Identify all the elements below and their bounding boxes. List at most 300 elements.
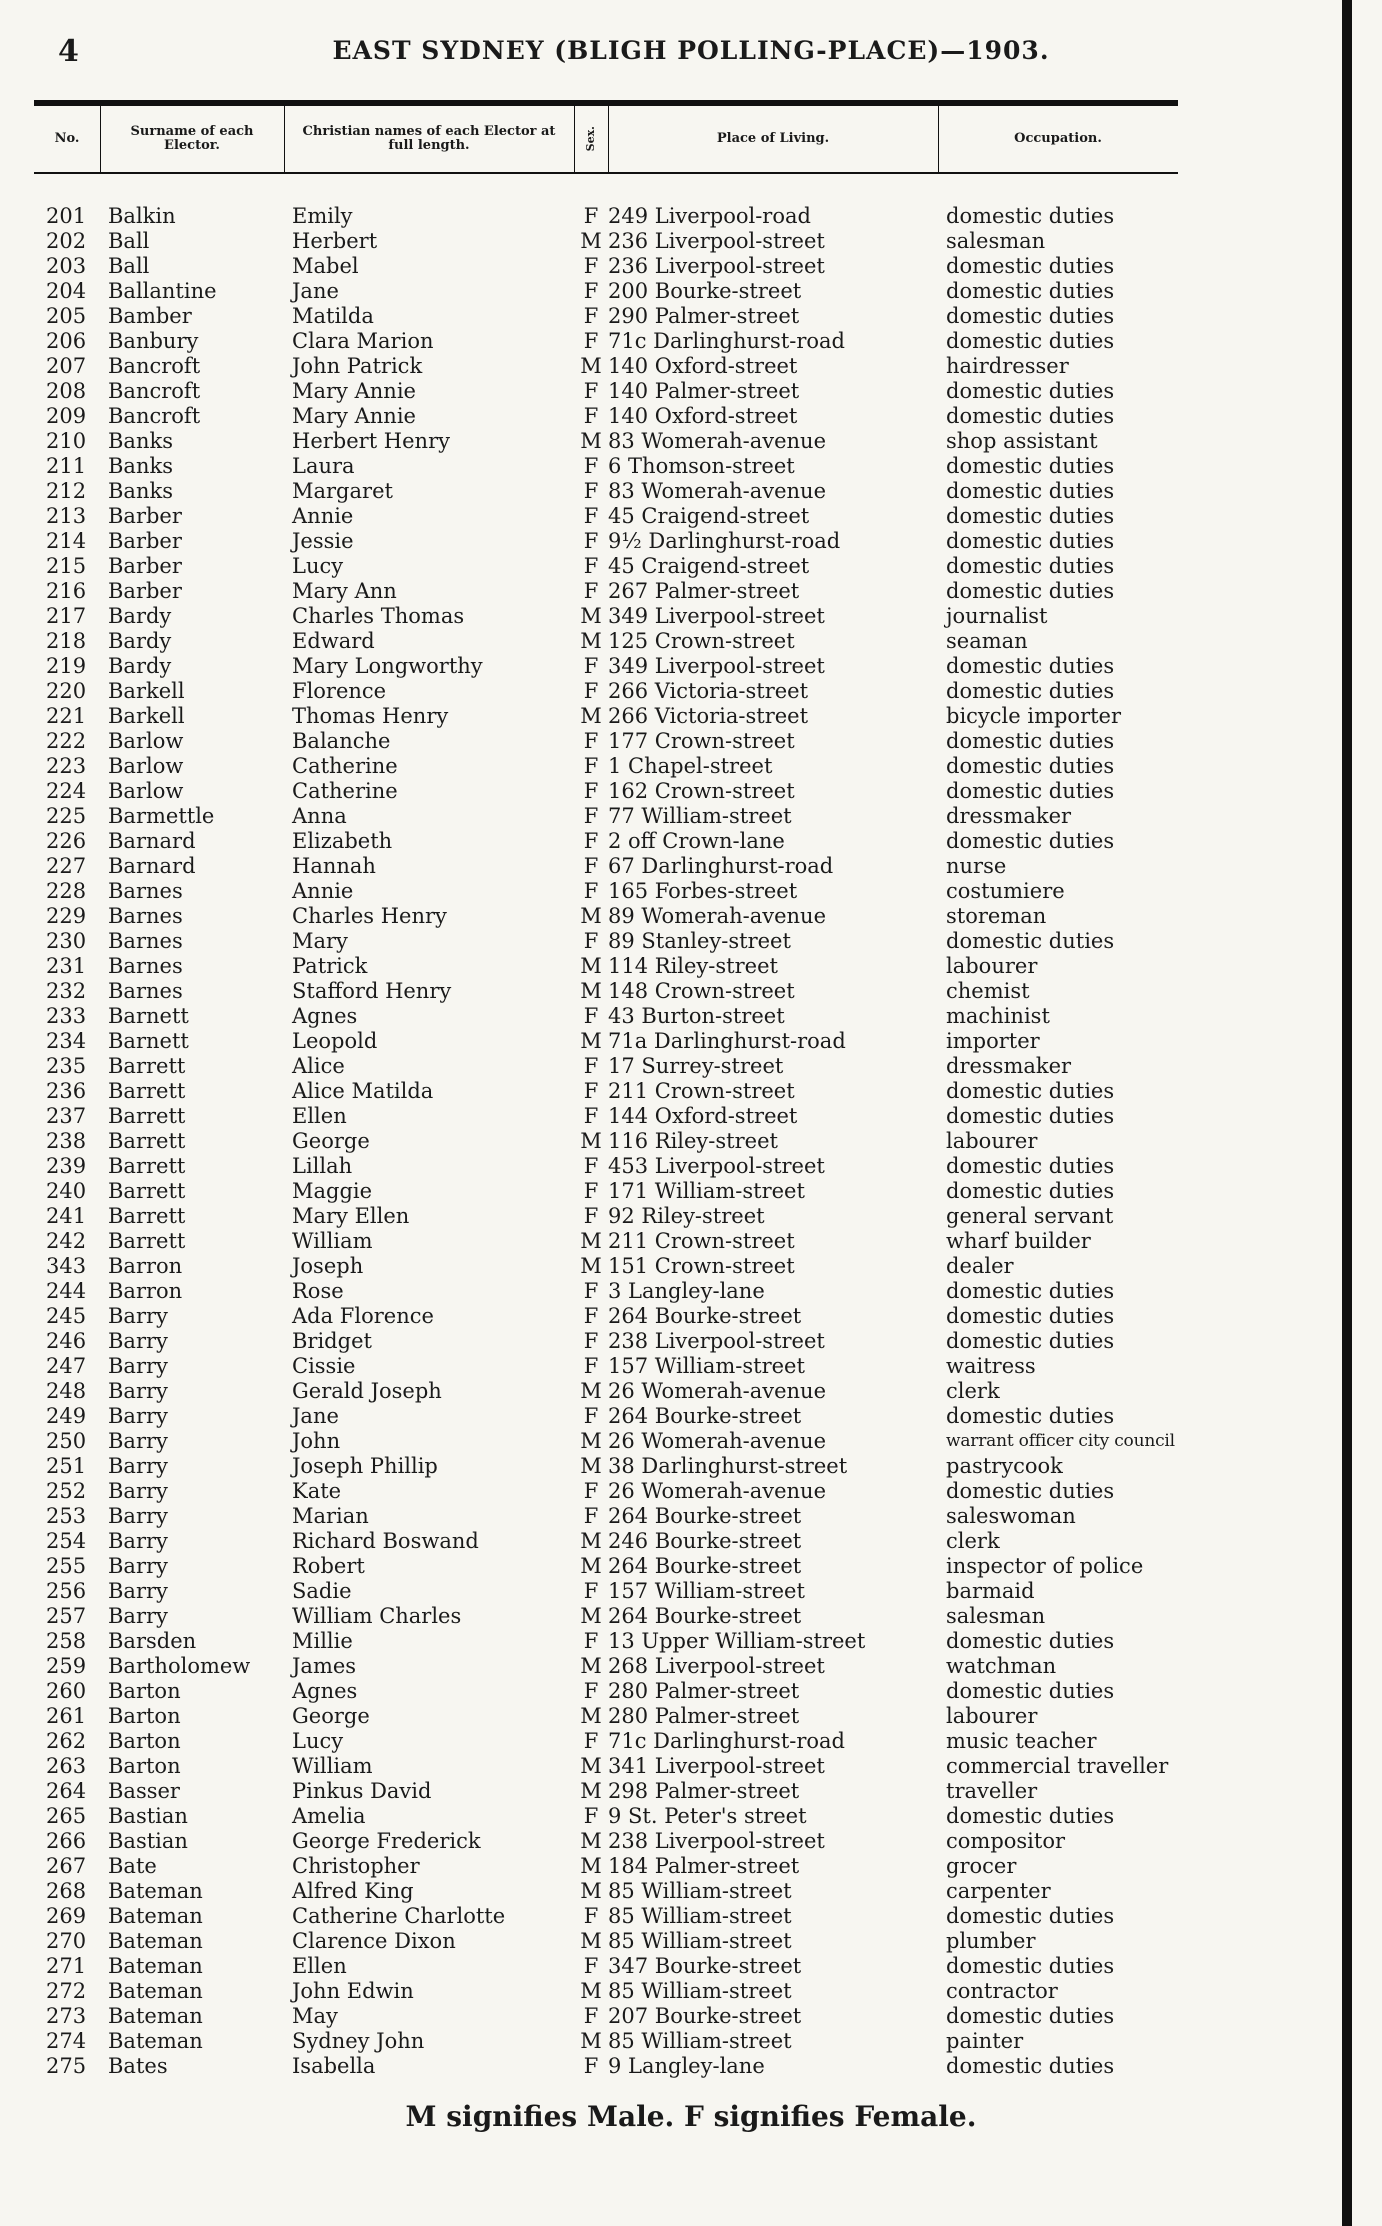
table-row	[34, 1504, 1178, 1529]
elector-occupation: journalist	[946, 604, 1048, 628]
elector-place-of-living: 267 Palmer-street	[608, 579, 800, 603]
elector-occupation: salesman	[946, 229, 1046, 253]
table-row	[34, 1679, 1178, 1704]
elector-christian-names: Annie	[292, 879, 354, 903]
elector-sex: F	[583, 1629, 599, 1653]
elector-place-of-living: 264 Bourke-street	[608, 1554, 802, 1578]
elector-number: 222	[46, 729, 87, 753]
elector-surname: Bamber	[108, 304, 192, 328]
page-title: EAST SYDNEY (BLIGH POLLING-PLACE)—1903.	[332, 36, 1050, 65]
elector-occupation: domestic duties	[946, 1279, 1115, 1303]
table-row	[34, 1729, 1178, 1754]
table-row	[34, 979, 1178, 1004]
elector-sex: M	[580, 1854, 602, 1878]
elector-surname: Barrett	[108, 1179, 186, 1203]
elector-place-of-living: 151 Crown-street	[608, 1254, 795, 1278]
elector-number: 247	[46, 1354, 87, 1378]
elector-occupation: storeman	[946, 904, 1047, 928]
elector-surname: Bancroft	[108, 379, 201, 403]
elector-place-of-living: 9½ Darlinghurst-road	[608, 529, 841, 553]
elector-christian-names: Mary	[292, 929, 348, 953]
elector-surname: Banks	[108, 479, 173, 503]
elector-number: 214	[46, 529, 87, 553]
elector-occupation: inspector of police	[946, 1554, 1144, 1578]
table-row	[34, 1004, 1178, 1029]
elector-number: 239	[46, 1154, 87, 1178]
elector-sex: F	[583, 254, 599, 278]
elector-surname: Barber	[108, 579, 182, 603]
table-row	[34, 804, 1178, 829]
elector-sex: M	[580, 1979, 602, 2003]
elector-place-of-living: 298 Palmer-street	[608, 1779, 800, 1803]
elector-christian-names: William	[292, 1229, 373, 1253]
table-row	[34, 854, 1178, 879]
elector-place-of-living: 264 Bourke-street	[608, 1404, 802, 1428]
elector-place-of-living: 211 Crown-street	[608, 1229, 795, 1253]
elector-number: 223	[46, 754, 87, 778]
elector-christian-names: John Edwin	[292, 1979, 414, 2003]
table-row	[34, 1329, 1178, 1354]
table-row	[34, 2054, 1178, 2079]
table-row	[34, 1829, 1178, 1854]
table-row	[34, 1804, 1178, 1829]
elector-place-of-living: 45 Craigend-street	[608, 554, 810, 578]
sex-legend: M signifies Male. F signifies Female.	[405, 2100, 977, 2133]
elector-sex: M	[580, 604, 602, 628]
elector-christian-names: Marian	[292, 1504, 369, 1528]
elector-sex: F	[583, 279, 599, 303]
elector-christian-names: William	[292, 1754, 373, 1778]
elector-christian-names: Lucy	[292, 1729, 344, 1753]
elector-number: 263	[46, 1754, 87, 1778]
elector-place-of-living: 38 Darlinghurst-street	[608, 1454, 848, 1478]
elector-occupation: seaman	[946, 629, 1028, 653]
elector-place-of-living: 266 Victoria-street	[608, 704, 809, 728]
elector-occupation: costumiere	[946, 879, 1065, 903]
table-row	[34, 479, 1178, 504]
elector-number: 226	[46, 829, 87, 853]
elector-place-of-living: 6 Thomson-street	[608, 454, 795, 478]
elector-sex: M	[580, 979, 602, 1003]
elector-surname: Barrett	[108, 1129, 186, 1153]
elector-christian-names: Jane	[292, 1404, 339, 1428]
elector-surname: Bardy	[108, 604, 172, 628]
elector-occupation: dressmaker	[946, 1054, 1072, 1078]
elector-number: 207	[46, 354, 87, 378]
header-surname: Surname of each Elector.	[130, 124, 254, 153]
elector-number: 219	[46, 654, 87, 678]
elector-occupation: domestic duties	[946, 2004, 1115, 2028]
elector-place-of-living: 2 off Crown-lane	[608, 829, 785, 853]
elector-surname: Bateman	[108, 2029, 203, 2053]
elector-sex: F	[583, 1279, 599, 1303]
table-row	[34, 1854, 1178, 1879]
table-row	[34, 1904, 1178, 1929]
header-occupation: Occupation.	[1014, 131, 1102, 146]
elector-sex: F	[583, 204, 599, 228]
elector-occupation: domestic duties	[946, 1154, 1115, 1178]
table-row	[34, 754, 1178, 779]
elector-sex: F	[583, 479, 599, 503]
elector-christian-names: Alice	[292, 1054, 345, 1078]
elector-christian-names: Catherine	[292, 754, 398, 778]
elector-number: 270	[46, 1929, 87, 1953]
elector-number: 257	[46, 1604, 87, 1628]
table-row	[34, 1529, 1178, 1554]
elector-number: 242	[46, 1229, 87, 1253]
elector-occupation: chemist	[946, 979, 1030, 1003]
table-row	[34, 829, 1178, 854]
table-row	[34, 254, 1178, 279]
elector-surname: Barton	[108, 1754, 181, 1778]
elector-sex: F	[583, 1479, 599, 1503]
elector-christian-names: May	[292, 2004, 338, 2028]
elector-surname: Barnett	[108, 1004, 189, 1028]
elector-number: 254	[46, 1529, 87, 1553]
elector-surname: Banks	[108, 429, 173, 453]
elector-sex: M	[580, 1829, 602, 1853]
table-row	[34, 1079, 1178, 1104]
elector-christian-names: Florence	[292, 679, 387, 703]
elector-surname: Bancroft	[108, 354, 201, 378]
elector-christian-names: Lucy	[292, 554, 344, 578]
elector-surname: Basser	[108, 1779, 180, 1803]
elector-number: 227	[46, 854, 87, 878]
elector-occupation: domestic duties	[946, 1079, 1115, 1103]
table-row	[34, 1279, 1178, 1304]
elector-occupation: domestic duties	[946, 1179, 1115, 1203]
elector-sex: F	[583, 454, 599, 478]
elector-occupation: domestic duties	[946, 504, 1115, 528]
elector-christian-names: Jessie	[292, 529, 354, 553]
elector-number: 218	[46, 629, 87, 653]
elector-place-of-living: 83 Womerah-avenue	[608, 479, 827, 503]
elector-place-of-living: 26 Womerah-avenue	[608, 1479, 827, 1503]
header-no: No.	[54, 131, 80, 146]
elector-christian-names: Hannah	[292, 854, 376, 878]
elector-number: 274	[46, 2029, 87, 2053]
elector-number: 275	[46, 2054, 87, 2078]
elector-number: 264	[46, 1779, 87, 1803]
elector-occupation: watchman	[946, 1654, 1057, 1678]
table-row	[34, 1554, 1178, 1579]
elector-surname: Barrett	[108, 1054, 186, 1078]
elector-number: 261	[46, 1704, 87, 1728]
elector-number: 211	[46, 454, 87, 478]
elector-number: 240	[46, 1179, 87, 1203]
elector-christian-names: Kate	[292, 1479, 342, 1503]
table-row	[34, 954, 1178, 979]
elector-christian-names: Sadie	[292, 1579, 352, 1603]
elector-occupation: domestic duties	[946, 1804, 1115, 1828]
elector-occupation: labourer	[946, 1129, 1038, 1153]
elector-occupation: salesman	[946, 1604, 1046, 1628]
elector-surname: Bates	[108, 2054, 168, 2078]
elector-surname: Barnes	[108, 979, 183, 1003]
table-row	[34, 554, 1178, 579]
elector-place-of-living: 290 Palmer-street	[608, 304, 800, 328]
elector-place-of-living: 280 Palmer-street	[608, 1704, 800, 1728]
elector-christian-names: Pinkus David	[292, 1779, 432, 1803]
elector-place-of-living: 238 Liverpool-street	[608, 1829, 825, 1853]
elector-surname: Barlow	[108, 754, 184, 778]
elector-number: 220	[46, 679, 87, 703]
elector-sex: F	[583, 329, 599, 353]
elector-place-of-living: 144 Oxford-street	[608, 1104, 798, 1128]
elector-occupation: general servant	[946, 1204, 1114, 1228]
elector-number: 213	[46, 504, 87, 528]
elector-number: 260	[46, 1679, 87, 1703]
elector-surname: Bardy	[108, 629, 172, 653]
elector-christian-names: Mabel	[292, 254, 359, 278]
elector-surname: Barsden	[108, 1629, 197, 1653]
elector-sex: M	[580, 229, 602, 253]
elector-number: 208	[46, 379, 87, 403]
elector-christian-names: Charles Thomas	[292, 604, 465, 628]
elector-surname: Barrett	[108, 1079, 186, 1103]
elector-surname: Barry	[108, 1454, 168, 1478]
elector-christian-names: Bridget	[292, 1329, 372, 1353]
header-christian-names: Christian names of each Elector at full length.	[302, 124, 556, 153]
elector-number: 251	[46, 1454, 87, 1478]
elector-place-of-living: 264 Bourke-street	[608, 1604, 802, 1628]
elector-place-of-living: 13 Upper William-street	[608, 1629, 866, 1653]
table-row	[34, 1629, 1178, 1654]
elector-christian-names: Joseph Phillip	[292, 1454, 438, 1478]
elector-christian-names: Thomas Henry	[292, 704, 449, 728]
elector-sex: F	[583, 1504, 599, 1528]
elector-place-of-living: 71c Darlinghurst-road	[608, 329, 845, 353]
elector-surname: Barber	[108, 554, 182, 578]
elector-surname: Bastian	[108, 1804, 188, 1828]
elector-sex: F	[583, 1729, 599, 1753]
elector-number: 210	[46, 429, 87, 453]
elector-surname: Bateman	[108, 1879, 203, 1903]
elector-christian-names: Matilda	[292, 304, 374, 328]
table-row	[34, 704, 1178, 729]
elector-number: 229	[46, 904, 87, 928]
elector-place-of-living: 246 Bourke-street	[608, 1529, 802, 1553]
elector-surname: Barry	[108, 1554, 168, 1578]
elector-surname: Barnett	[108, 1029, 189, 1053]
elector-number: 205	[46, 304, 87, 328]
elector-occupation: domestic duties	[946, 754, 1115, 778]
table-row	[34, 1304, 1178, 1329]
elector-christian-names: Catherine Charlotte	[292, 1904, 506, 1928]
table-row	[34, 1354, 1178, 1379]
elector-christian-names: William Charles	[292, 1604, 462, 1628]
elector-surname: Ballantine	[108, 279, 217, 303]
elector-sex: F	[583, 404, 599, 428]
elector-number: 267	[46, 1854, 87, 1878]
header-sex	[574, 106, 608, 172]
elector-number: 241	[46, 1204, 87, 1228]
elector-surname: Bardy	[108, 654, 172, 678]
elector-occupation: domestic duties	[946, 1104, 1115, 1128]
elector-place-of-living: 83 Womerah-avenue	[608, 429, 827, 453]
table-row	[34, 1104, 1178, 1129]
elector-surname: Barnes	[108, 879, 183, 903]
elector-surname: Banks	[108, 454, 173, 478]
elector-sex: F	[583, 304, 599, 328]
elector-number: 216	[46, 579, 87, 603]
elector-surname: Bartholomew	[108, 1654, 251, 1678]
elector-number: 203	[46, 254, 87, 278]
elector-occupation: traveller	[946, 1779, 1038, 1803]
elector-sex: F	[583, 529, 599, 553]
elector-place-of-living: 26 Womerah-avenue	[608, 1379, 827, 1403]
elector-christian-names: Joseph	[292, 1254, 364, 1278]
elector-sex: F	[583, 1204, 599, 1228]
elector-occupation: domestic duties	[946, 304, 1115, 328]
elector-sex: M	[580, 1254, 602, 1278]
elector-place-of-living: 236 Liverpool-street	[608, 229, 825, 253]
elector-occupation: domestic duties	[946, 654, 1115, 678]
elector-christian-names: James	[292, 1654, 357, 1678]
elector-occupation: contractor	[946, 1979, 1058, 2003]
elector-surname: Bateman	[108, 2004, 203, 2028]
elector-number: 271	[46, 1954, 87, 1978]
table-row	[34, 304, 1178, 329]
elector-occupation: domestic duties	[946, 729, 1115, 753]
elector-place-of-living: 9 St. Peter's street	[608, 1804, 807, 1828]
elector-place-of-living: 89 Womerah-avenue	[608, 904, 827, 928]
elector-surname: Barmettle	[108, 804, 215, 828]
elector-christian-names: Agnes	[292, 1004, 358, 1028]
elector-occupation: domestic duties	[946, 1904, 1115, 1928]
table-header	[34, 106, 1178, 174]
elector-sex: M	[580, 1029, 602, 1053]
elector-place-of-living: 200 Bourke-street	[608, 279, 802, 303]
page-edge-border	[1342, 0, 1352, 2226]
elector-place-of-living: 148 Crown-street	[608, 979, 795, 1003]
elector-surname: Bateman	[108, 1904, 203, 1928]
elector-christian-names: Isabella	[292, 2054, 376, 2078]
elector-christian-names: Laura	[292, 454, 355, 478]
elector-number: 236	[46, 1079, 87, 1103]
elector-number: 250	[46, 1429, 87, 1453]
elector-sex: F	[583, 1679, 599, 1703]
elector-surname: Barton	[108, 1679, 181, 1703]
table-row	[34, 1654, 1178, 1679]
elector-place-of-living: 45 Craigend-street	[608, 504, 810, 528]
elector-place-of-living: 453 Liverpool-street	[608, 1154, 825, 1178]
elector-surname: Barry	[108, 1479, 168, 1503]
elector-sex: F	[583, 729, 599, 753]
elector-place-of-living: 140 Oxford-street	[608, 354, 798, 378]
elector-sex: F	[583, 504, 599, 528]
elector-occupation: dressmaker	[946, 804, 1072, 828]
elector-christian-names: Clara Marion	[292, 329, 434, 353]
elector-christian-names: Stafford Henry	[292, 979, 452, 1003]
elector-surname: Barnes	[108, 929, 183, 953]
elector-occupation: labourer	[946, 954, 1038, 978]
elector-occupation: commercial traveller	[946, 1754, 1169, 1778]
elector-number: 343	[46, 1254, 87, 1278]
elector-surname: Barlow	[108, 729, 184, 753]
table-row	[34, 429, 1178, 454]
elector-sex: F	[583, 554, 599, 578]
elector-number: 259	[46, 1654, 87, 1678]
elector-occupation: domestic duties	[946, 679, 1115, 703]
elector-sex: F	[583, 679, 599, 703]
elector-place-of-living: 125 Crown-street	[608, 629, 795, 653]
elector-christian-names: Patrick	[292, 954, 368, 978]
elector-number: 225	[46, 804, 87, 828]
elector-number: 237	[46, 1104, 87, 1128]
table-row	[34, 279, 1178, 304]
elector-surname: Bateman	[108, 1954, 203, 1978]
elector-number: 252	[46, 1479, 87, 1503]
elector-number: 248	[46, 1379, 87, 1403]
elector-number: 272	[46, 1979, 87, 2003]
elector-sex: F	[583, 929, 599, 953]
elector-christian-names: Ellen	[292, 1104, 347, 1128]
elector-christian-names: Herbert	[292, 229, 378, 253]
table-row	[34, 1754, 1178, 1779]
elector-place-of-living: 347 Bourke-street	[608, 1954, 802, 1978]
elector-christian-names: Christopher	[292, 1854, 420, 1878]
elector-place-of-living: 349 Liverpool-street	[608, 604, 825, 628]
elector-surname: Balkin	[108, 204, 176, 228]
elector-occupation: wharf builder	[946, 1229, 1091, 1253]
elector-sex: F	[583, 2054, 599, 2078]
elector-number: 244	[46, 1279, 87, 1303]
elector-surname: Barry	[108, 1304, 168, 1328]
table-row	[34, 679, 1178, 704]
elector-occupation: domestic duties	[946, 479, 1115, 503]
table-row	[34, 529, 1178, 554]
elector-surname: Barrett	[108, 1104, 186, 1128]
table-row	[34, 404, 1178, 429]
elector-place-of-living: 85 William-street	[608, 1929, 792, 1953]
elector-sex: F	[583, 829, 599, 853]
elector-surname: Barry	[108, 1429, 168, 1453]
elector-sex: M	[580, 1529, 602, 1553]
elector-occupation: carpenter	[946, 1879, 1051, 1903]
elector-place-of-living: 1 Chapel-street	[608, 754, 773, 778]
elector-sex: M	[580, 1229, 602, 1253]
header-sex-label: Sex.	[584, 126, 597, 152]
elector-sex: M	[580, 1654, 602, 1678]
elector-number: 249	[46, 1404, 87, 1428]
elector-sex: F	[583, 879, 599, 903]
elector-number: 258	[46, 1629, 87, 1653]
elector-christian-names: Catherine	[292, 779, 398, 803]
table-row	[34, 454, 1178, 479]
elector-place-of-living: 165 Forbes-street	[608, 879, 798, 903]
elector-occupation: domestic duties	[946, 329, 1115, 353]
elector-occupation: domestic duties	[946, 379, 1115, 403]
elector-sex: M	[580, 629, 602, 653]
elector-sex: F	[583, 1154, 599, 1178]
elector-number: 234	[46, 1029, 87, 1053]
elector-number: 212	[46, 479, 87, 503]
elector-christian-names: John Patrick	[292, 354, 423, 378]
table-row	[34, 1704, 1178, 1729]
table-row	[34, 1429, 1178, 1454]
elector-surname: Barry	[108, 1354, 168, 1378]
elector-occupation: domestic duties	[946, 929, 1115, 953]
elector-surname: Barron	[108, 1279, 183, 1303]
elector-occupation: nurse	[946, 854, 1007, 878]
elector-number: 201	[46, 204, 87, 228]
elector-occupation: domestic duties	[946, 579, 1115, 603]
elector-number: 269	[46, 1904, 87, 1928]
elector-surname: Barrett	[108, 1229, 186, 1253]
elector-place-of-living: 264 Bourke-street	[608, 1304, 802, 1328]
elector-surname: Ball	[108, 229, 150, 253]
